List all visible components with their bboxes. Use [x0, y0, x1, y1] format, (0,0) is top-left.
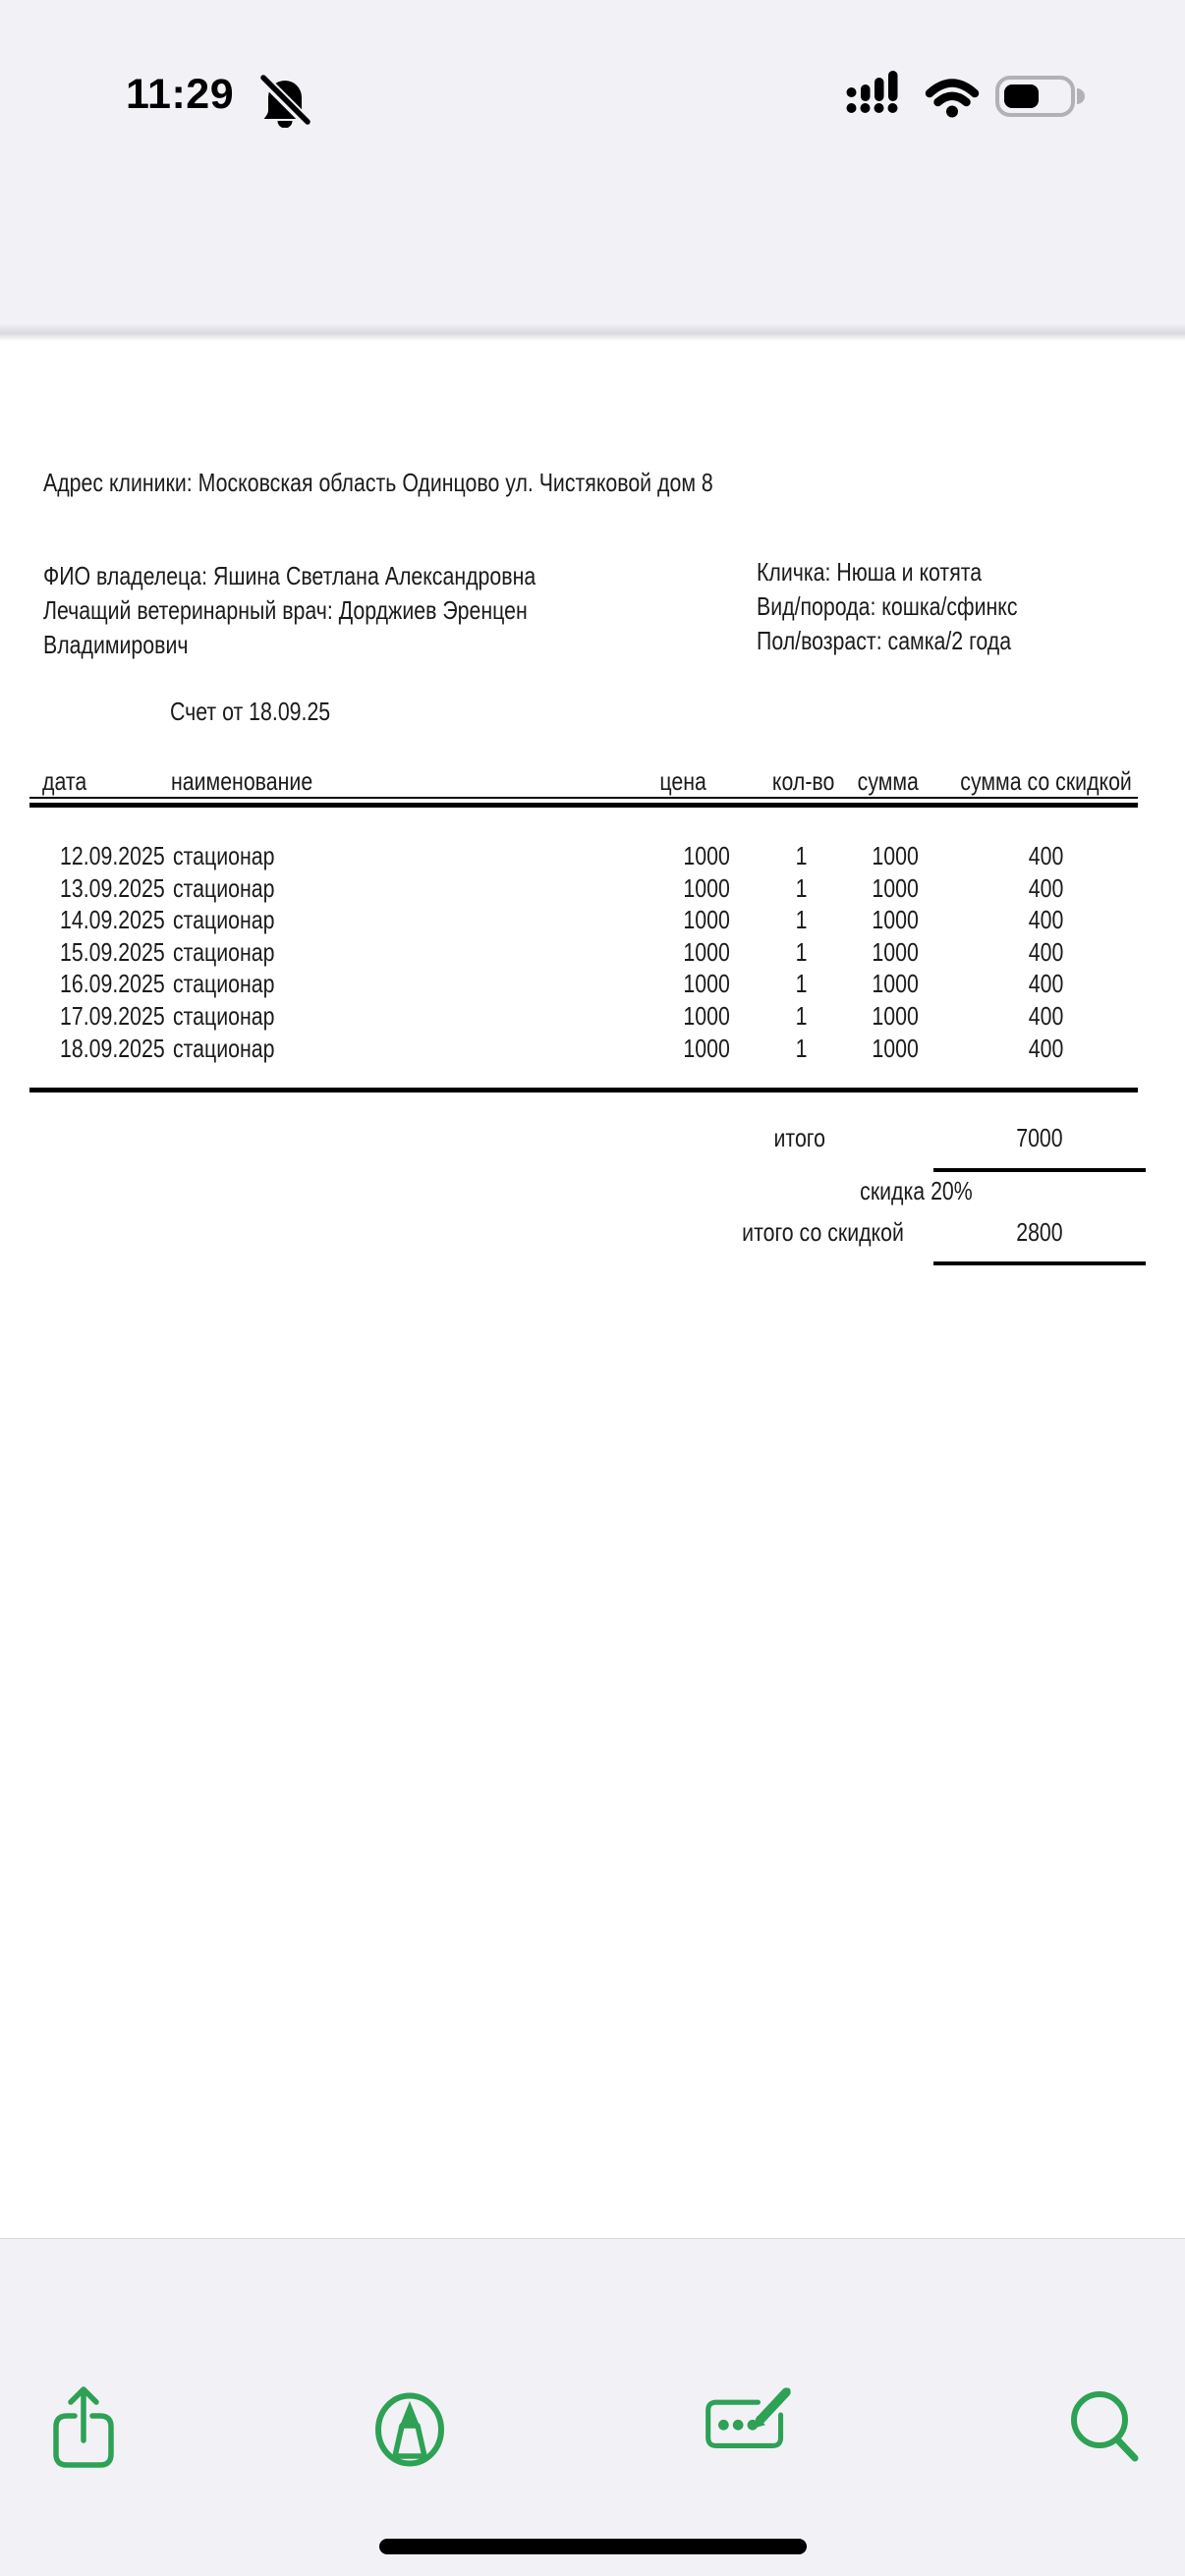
markup-pencil-tip-icon — [351, 2369, 469, 2487]
subtotal-underline — [933, 1168, 1146, 1172]
nav-bar — [0, 187, 1185, 285]
document-page — [0, 341, 1185, 2238]
owner-info — [43, 559, 644, 662]
col-header-sum: сумма — [857, 766, 919, 796]
search-icon — [1044, 2369, 1161, 2487]
markup-button[interactable] — [351, 2369, 469, 2487]
owner-name-line: ФИО владелеца: Яшина Светлана Александровна — [43, 561, 536, 590]
col-header-name: наименование — [171, 766, 313, 796]
search-button[interactable] — [1044, 2369, 1161, 2487]
vet-line-wrap: Владимирович — [43, 630, 189, 659]
table-row: 16.09.2025 стационар 1000 1 1000 400 — [60, 969, 1063, 999]
table-row: 12.09.2025 стационар 1000 1 1000 400 — [60, 841, 1063, 870]
pet-nickname: Кличка: Нюша и котята — [757, 557, 983, 587]
table-header-row — [29, 766, 1138, 796]
total-underline — [933, 1261, 1146, 1265]
header-underline — [29, 797, 1138, 799]
col-header-price: цена — [659, 766, 706, 796]
bottom-toolbar — [0, 2238, 1185, 2576]
status-right-icons — [841, 63, 1087, 124]
cellular-signal-icon — [847, 71, 898, 113]
table-row: 14.09.2025 стационар 1000 1 1000 400 — [60, 905, 1063, 935]
top-chrome — [0, 0, 1185, 341]
status-bar — [0, 0, 1185, 138]
table-top-rule — [29, 803, 1138, 808]
table-row: 15.09.2025 стационар 1000 1 1000 400 — [60, 936, 1063, 967]
col-header-qty: кол-во — [771, 766, 834, 796]
share-icon — [25, 2369, 142, 2487]
table-row: 18.09.2025 стационар 1000 1 1000 400 — [60, 1033, 1063, 1063]
discount-label: скидка 20% — [860, 1176, 973, 1205]
status-time: 11:29 — [126, 71, 235, 118]
battery-icon — [997, 78, 1085, 115]
col-header-discounted-sum: сумма со скидкой — [960, 766, 1132, 796]
wifi-icon — [930, 84, 975, 103]
col-header-date: дата — [42, 766, 87, 796]
invoice-date-title: Счет от 18.09.25 — [170, 697, 331, 726]
table-row: 17.09.2025 стационар 1000 1 1000 400 — [60, 1000, 1063, 1031]
total-label: итого со скидкой — [742, 1217, 904, 1247]
wifi-dot — [946, 106, 958, 118]
pet-sex-age: Пол/возраст: самка/2 года — [757, 626, 1012, 655]
table-row: 13.09.2025 стационар 1000 1 1000 400 — [60, 872, 1063, 903]
vet-line: Лечащий ветеринарный врач: Дорджиев Эренцен — [43, 595, 528, 625]
fill-and-sign-icon — [693, 2369, 811, 2487]
table-bottom-rule — [29, 1088, 1138, 1092]
total-value: 2800 — [1016, 1217, 1063, 1247]
home-indicator[interactable] — [379, 2539, 807, 2554]
subtotal-label: итого — [773, 1123, 825, 1152]
nav-shadow — [0, 324, 1185, 341]
share-button[interactable] — [25, 2369, 142, 2487]
fill-and-sign-button[interactable] — [693, 2369, 811, 2487]
subtotal-value: 7000 — [1016, 1123, 1063, 1152]
bell-slash-icon — [257, 71, 314, 128]
services-table — [29, 841, 1138, 1065]
clinic-address: Адрес клиники: Московская область Одинцово ул. Чистяковой дом 8 — [43, 468, 713, 497]
pet-info — [757, 555, 1075, 658]
pet-breed: Вид/порода: кошка/сфинкс — [757, 591, 1018, 621]
